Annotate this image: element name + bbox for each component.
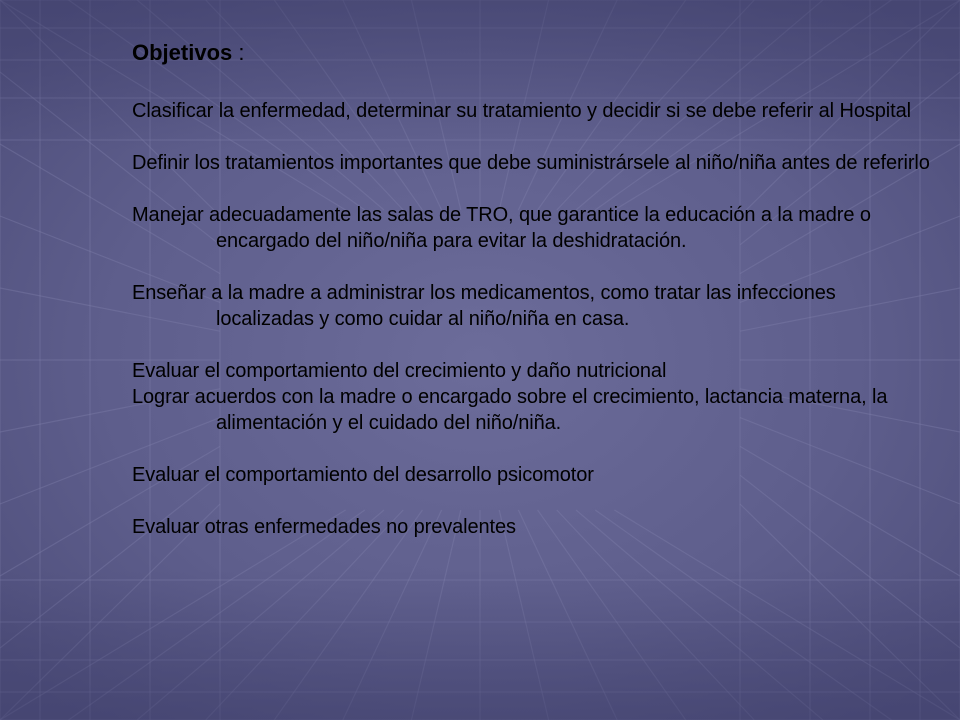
objective-continuation: garantice la educación a la madre o encargado del niño/niña para evitar la deshidratación.: [216, 204, 871, 252]
objective-continuation: suministrársele al niño/niña antes de referirlo: [536, 152, 930, 174]
objective-item: [132, 462, 932, 488]
objective-continuation: decidir si se debe referir al Hospital: [602, 100, 911, 122]
objective-item: [132, 384, 932, 436]
objective-text: Manejar adecuadamente las salas de TRO, que: [132, 204, 553, 226]
objective-text: Evaluar el comportamiento del crecimiento y daño: [132, 360, 571, 382]
objective-text: Evaluar otras enfermedades no prevalentes: [132, 516, 516, 538]
objective-item: [132, 202, 932, 254]
objectives-list: [132, 98, 932, 540]
objective-text: Enseñar a la madre a administrar los medicamentos,: [132, 282, 595, 304]
objective-continuation: crecimiento, lactancia materna, la alimentación y el cuidado del niño/niña.: [216, 386, 888, 434]
objective-continuation: como tratar las infecciones localizadas y como cuidar al niño/niña en casa.: [216, 282, 836, 330]
title-spacer: [132, 70, 932, 98]
objective-item: [132, 514, 932, 540]
objective-item: [132, 280, 932, 332]
slide-title-text: Objetivos: [132, 40, 233, 65]
objective-item: [132, 358, 932, 384]
objective-continuation: nutricional: [576, 360, 667, 382]
slide-content: [132, 36, 932, 540]
objective-text: Evaluar el comportamiento del desarrollo psicomotor: [132, 464, 594, 486]
objective-item: [132, 150, 932, 176]
slide-title-separator: :: [238, 40, 245, 65]
objective-text: Definir los tratamientos importantes que debe: [132, 152, 532, 174]
slide-title: [132, 36, 932, 70]
objective-item: [132, 98, 932, 124]
objective-text: Lograr acuerdos con la madre o encargado sobre el: [132, 386, 588, 408]
objective-text: Clasificar la enfermedad, determinar su tratamiento y: [132, 100, 597, 122]
